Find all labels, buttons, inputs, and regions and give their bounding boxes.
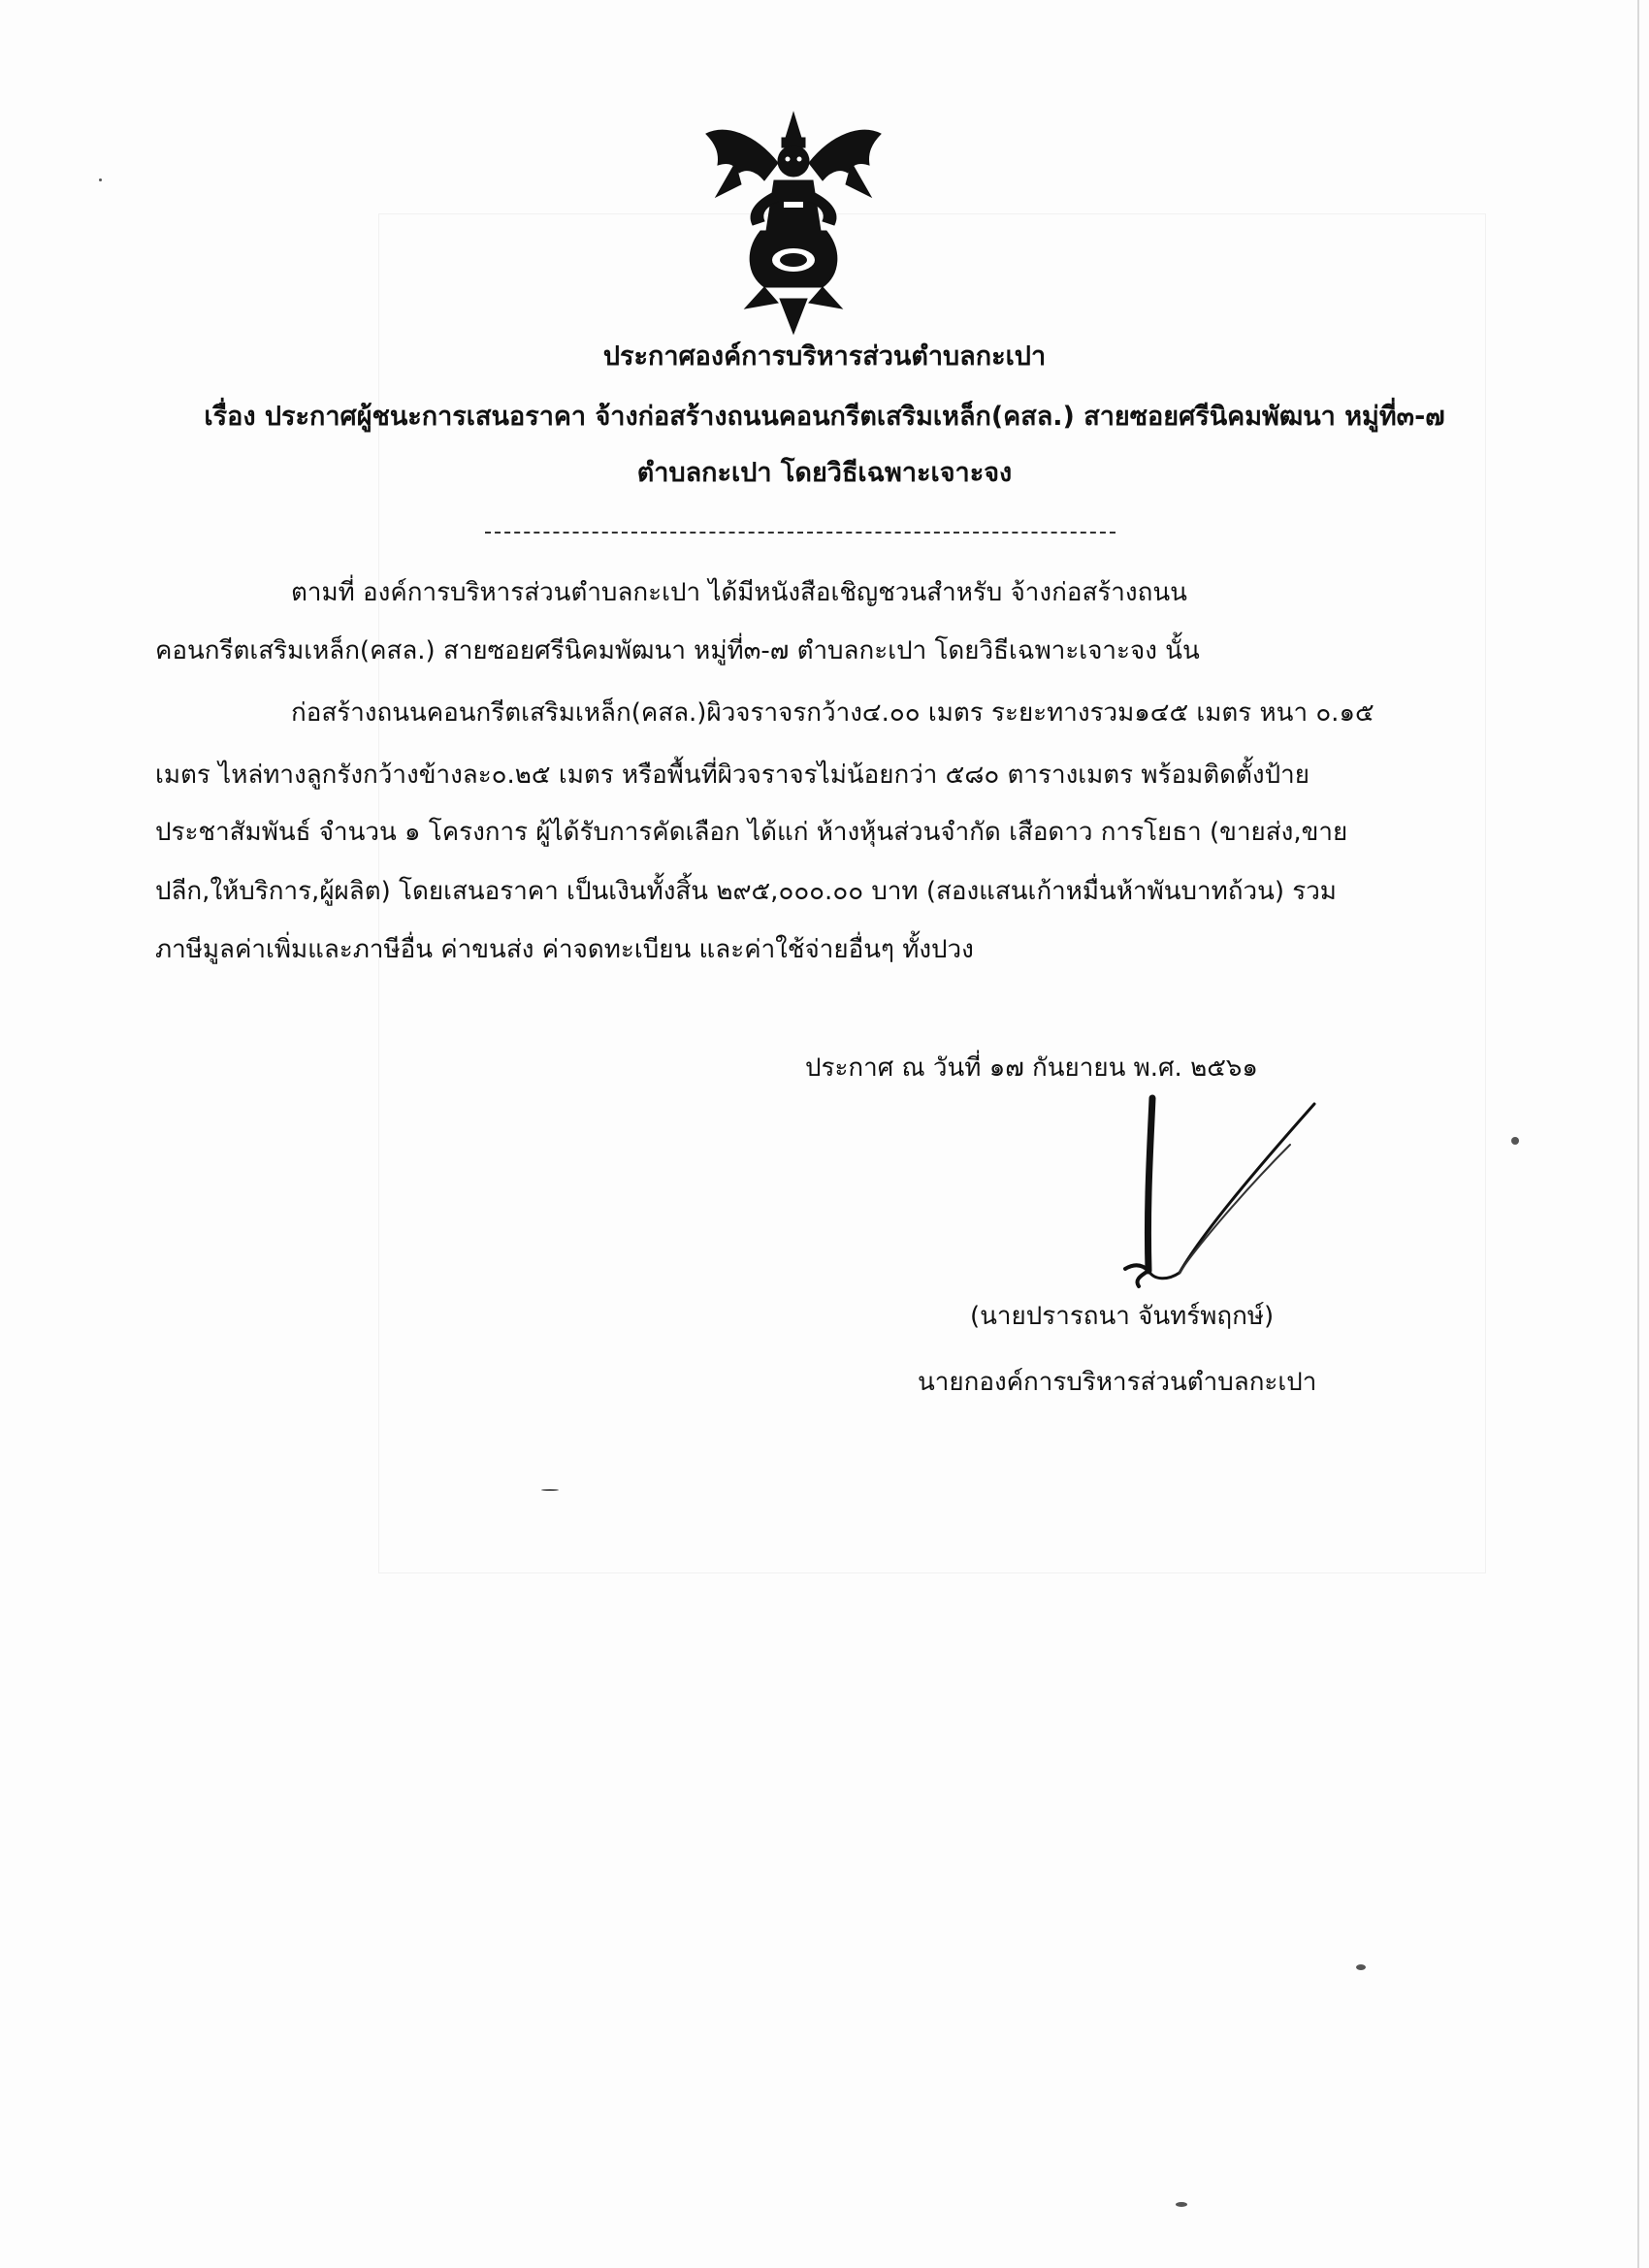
body-paragraph-2-line-1: ก่อสร้างถนนคอนกรีตเสริมเหล็ก(คสล.)ผิวจราจรกว้าง๔.๐๐ เมตร ระยะทางรวม๑๔๕ เมตร หนา ๐.๑๕	[291, 698, 1374, 728]
body-paragraph-2-line-4: ปลีก,ให้บริการ,ผู้ผลิต) โดยเสนอราคา เป็นเงินทั้งสิ้น ๒๙๕,๐๐๐.๐๐ บาท (สองแสนเก้าหมื่นห้าพันบาทถ้วน) รวม	[155, 877, 1337, 906]
body-paragraph-1-line-1: ตามที่ องค์การบริหารส่วนตำบลกะเปา ได้มีหนังสือเชิญชวนสำหรับ จ้างก่อสร้างถนน	[291, 578, 1187, 607]
body-paragraph-1-line-2: คอนกรีตเสริมเหล็ก(คสล.) สายซอยศรีนิคมพัฒนา หมู่ที่๓-๗ ตำบลกะเปา โดยวิธีเฉพาะเจาะจง นั้น	[155, 636, 1200, 665]
announcement-title: ประกาศองค์การบริหารส่วนตำบลกะเปา	[602, 341, 1047, 372]
scan-speck	[1511, 1137, 1519, 1145]
handwritten-signature	[1096, 1086, 1329, 1300]
scan-speck	[541, 1489, 559, 1491]
signer-position: นายกองค์การบริหารส่วนตำบลกะเปา	[918, 1368, 1317, 1397]
announcement-date: ประกาศ ณ วันที่ ๑๗ กันยายน พ.ศ. ๒๕๖๑	[805, 1053, 1258, 1083]
title-divider	[485, 532, 1116, 534]
body-paragraph-2-line-2: เมตร ไหล่ทางลูกรังกว้างข้างละ๐.๒๕ เมตร หรือพื้นที่ผิวจราจรไม่น้อยกว่า ๕๘๐ ตารางเมตร พร้อมติดตั้งป้าย	[155, 761, 1310, 790]
body-paragraph-2-line-3: ประชาสัมพันธ์ จำนวน ๑ โครงการ ผู้ได้รับการคัดเลือก ได้แก่ ห้างหุ้นส่วนจำกัด เสือดาว การโยธา (ขายส่ง,ขาย	[155, 818, 1348, 847]
scan-edge	[1637, 0, 1639, 2268]
garuda-emblem-icon	[696, 105, 890, 338]
body-paragraph-2-line-5: ภาษีมูลค่าเพิ่มและภาษีอื่น ค่าขนส่ง ค่าจดทะเบียน และค่าใช้จ่ายอื่นๆ ทั้งปวง	[155, 935, 974, 964]
signer-name: (นายปรารถนา จันทร์พฤกษ์)	[970, 1302, 1275, 1331]
announcement-subject-continued: ตำบลกะเปา โดยวิธีเฉพาะเจาะจง	[636, 458, 1013, 488]
scan-speck	[99, 178, 102, 181]
announcement-subject: เรื่อง ประกาศผู้ชนะการเสนอราคา จ้างก่อสร้างถนนคอนกรีตเสริมเหล็ก(คสล.) สายซอยศรีนิคมพัฒนา หมู่ที่๓-๗	[204, 402, 1445, 432]
scan-speck	[1356, 1964, 1366, 1970]
scan-speck	[1176, 2202, 1187, 2207]
